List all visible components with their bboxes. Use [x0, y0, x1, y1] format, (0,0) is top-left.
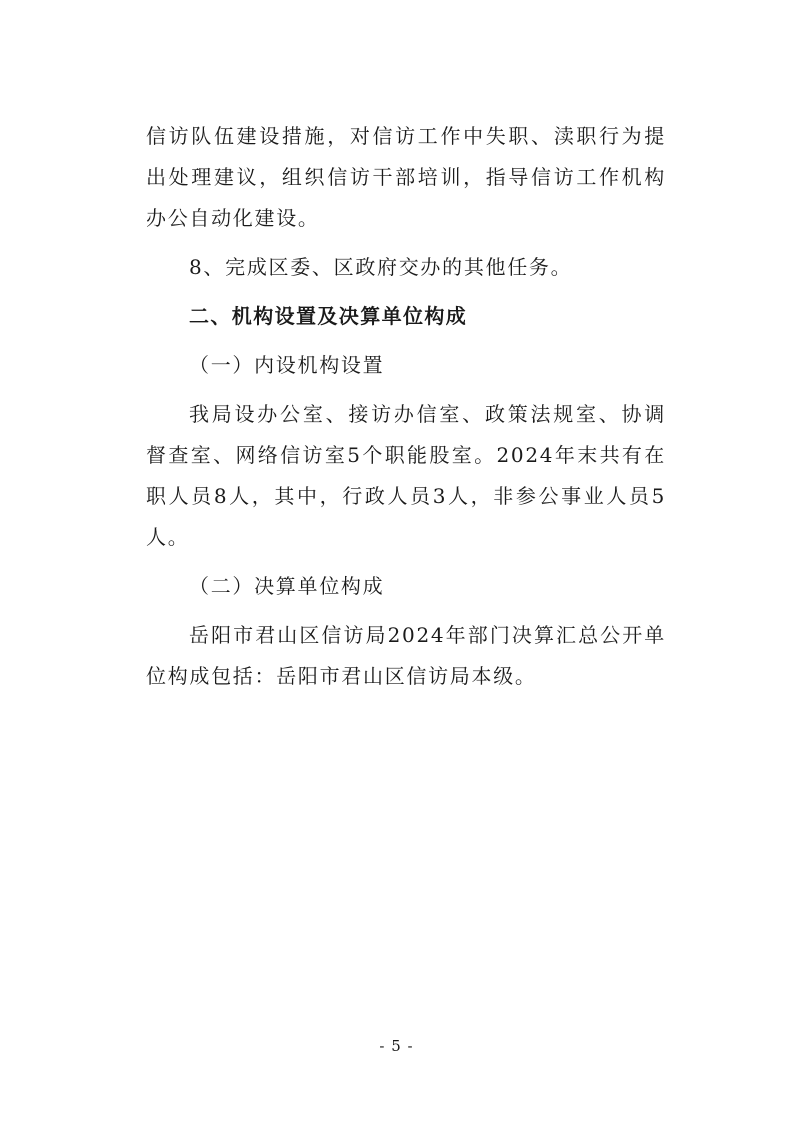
continuation-paragraph: 信访队伍建设措施，对信访工作中失职、渎职行为提出处理建议，组织信访干部培训，指导信访工作机构办公自动化建设。: [146, 124, 666, 230]
section-2-heading: 二、机构设置及决算单位构成: [189, 304, 468, 328]
subsection-1-body: 我局设办公室、接访办信室、政策法规室、协调督查室、网络信访室5个职能股室。2024年末共有在职人员8人，其中，行政人员3人，非参公事业人员5人。: [146, 402, 666, 549]
subsection-2-body: 岳阳市君山区信访局2024年部门决算汇总公开单位构成包括：岳阳市君山区信访局本级。: [146, 623, 666, 688]
page-number: - 5 -: [379, 1037, 414, 1055]
item-8-paragraph: 8、完成区委、区政府交办的其他任务。: [189, 255, 573, 279]
subsection-1-heading: （一）内设机构设置: [189, 353, 385, 377]
subsection-2-heading: （二）决算单位构成: [189, 574, 385, 598]
document-body: [146, 116, 666, 705]
